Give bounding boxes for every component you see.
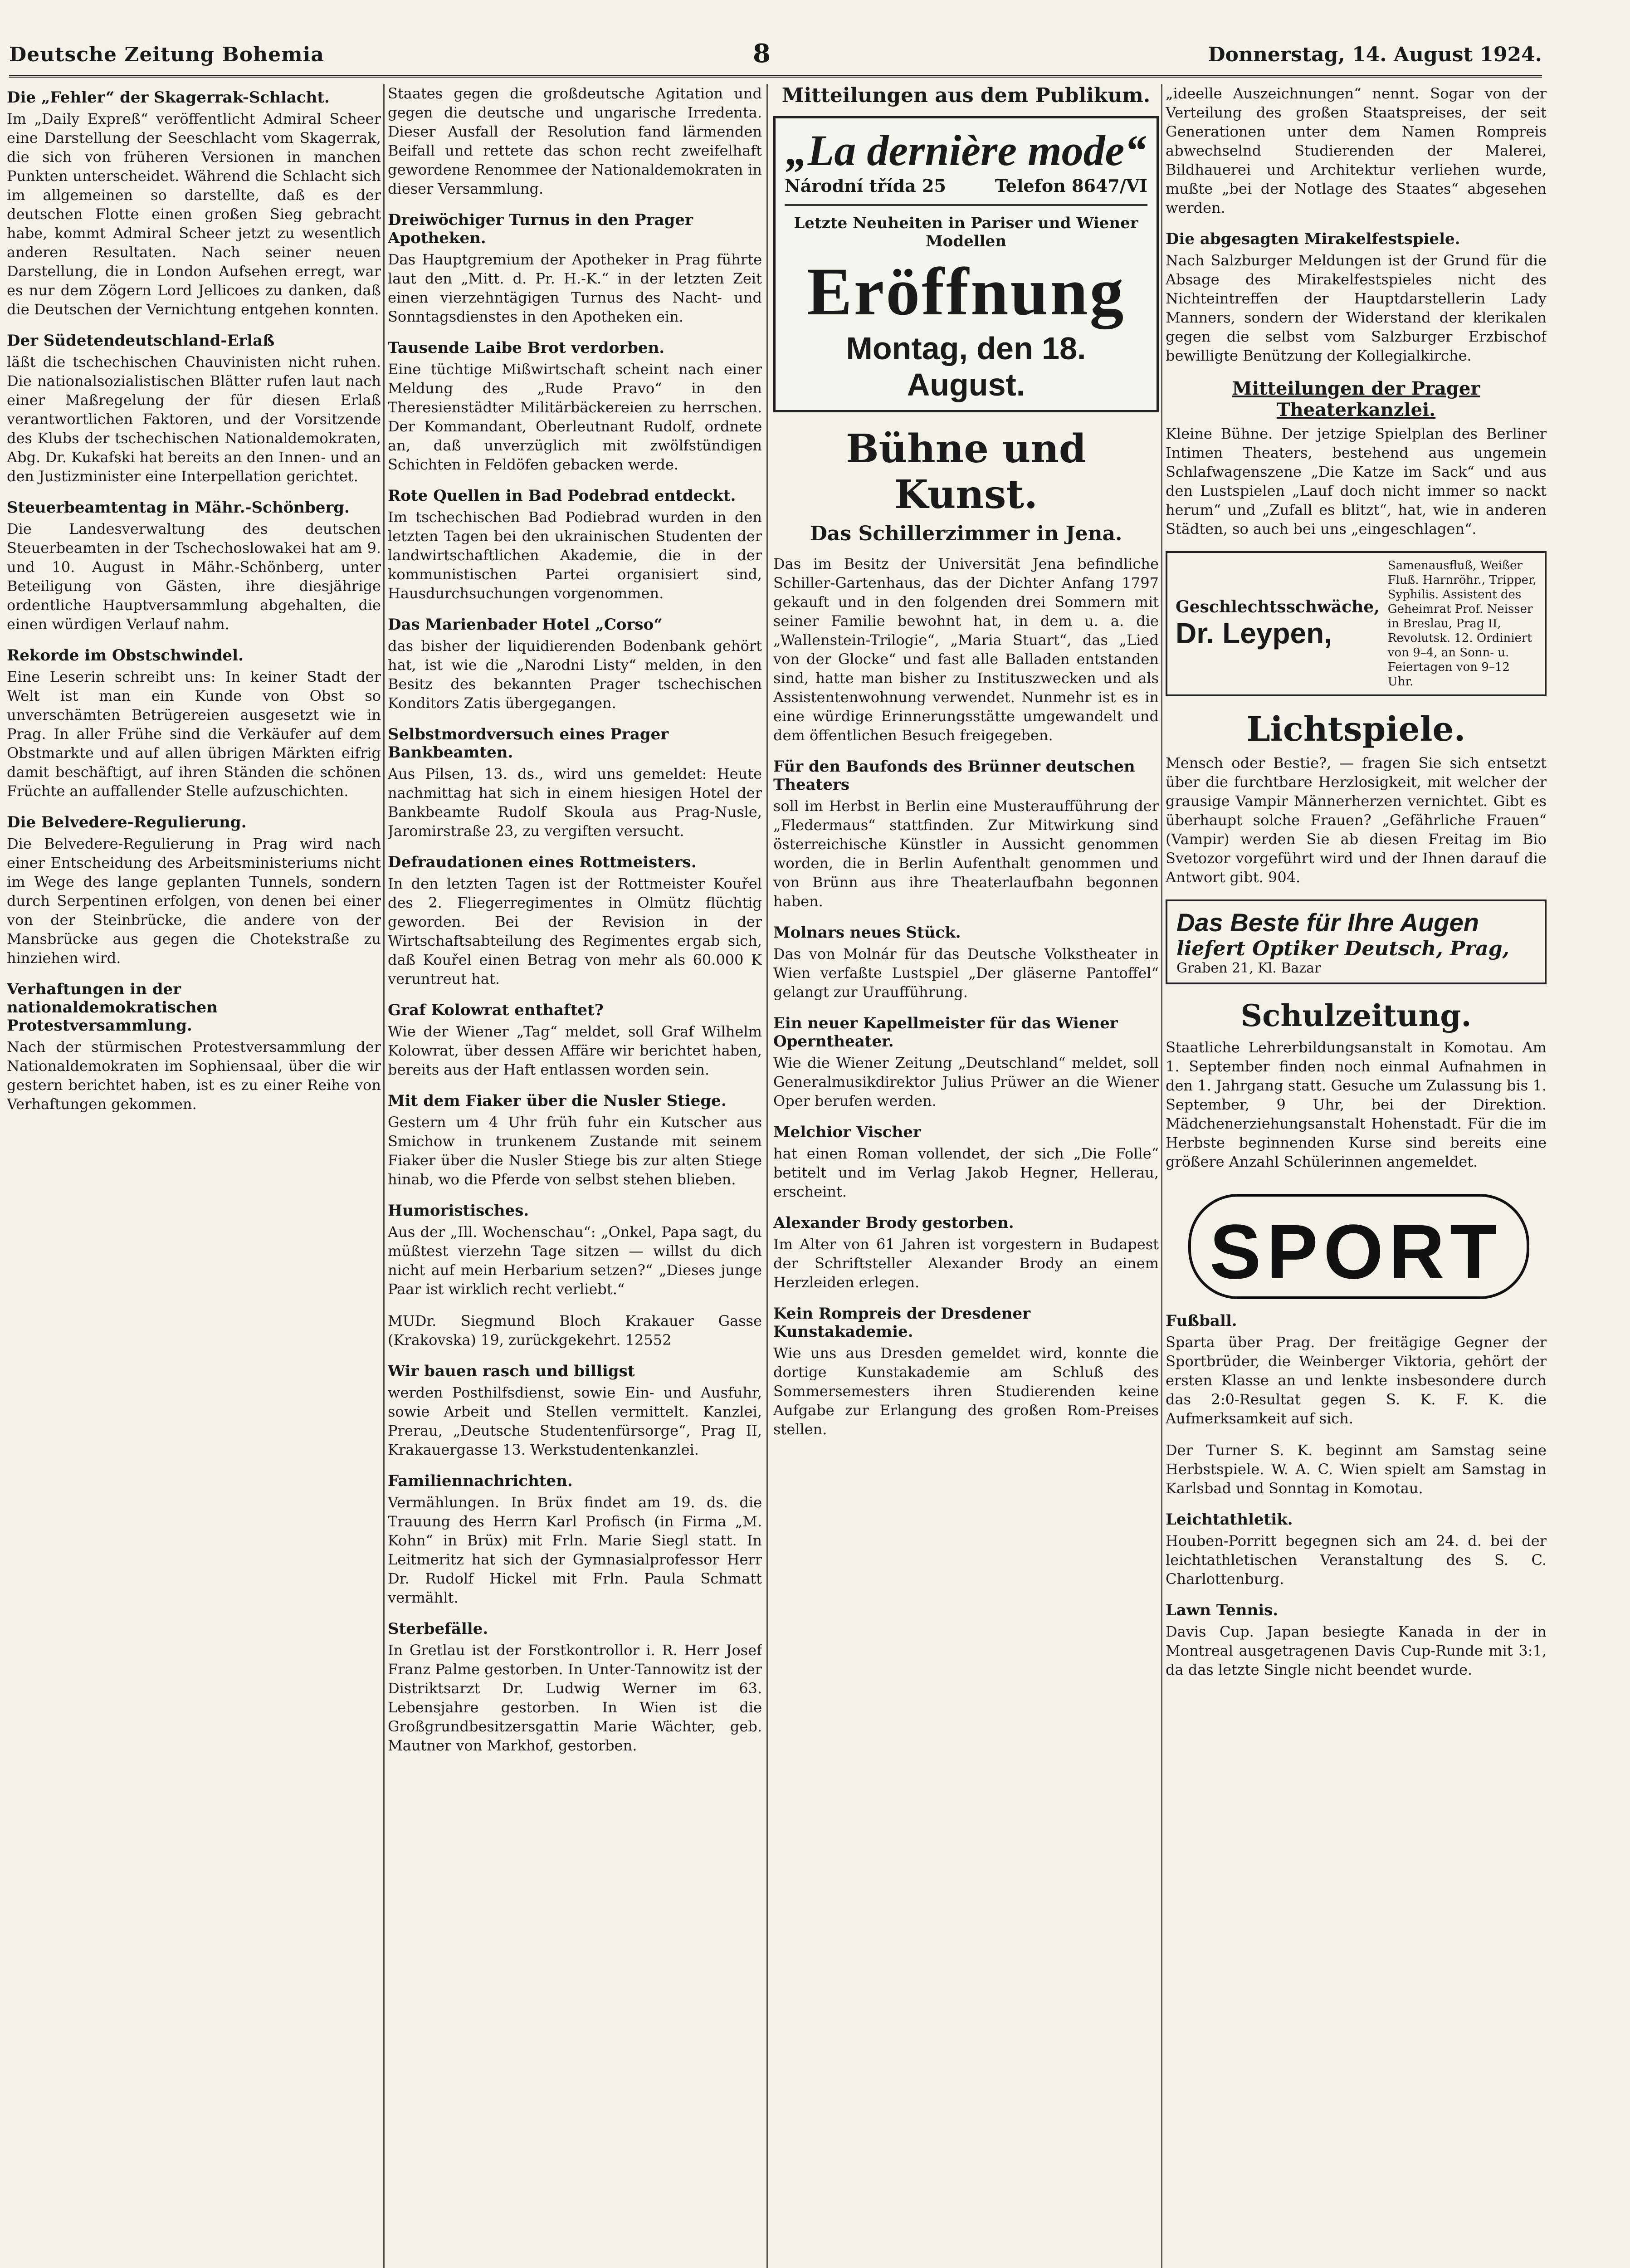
article	[7, 499, 381, 634]
ad-dr-leypen	[1166, 551, 1547, 696]
ad-optiker-deutsch	[1166, 899, 1547, 984]
article	[388, 1202, 762, 1299]
article-text: Aus der „Ill. Wochenschau“: „Onkel, Papa sagt, du müßtest vierzehn Tage sitzen — willst du dich nicht auf mein Herbarium setzen?“ „Dieses junge Paar ist wirklich recht verliebt.“	[388, 1223, 762, 1298]
article-title: Dreiwöchiger Turnus in den Prager Apotheken.	[388, 211, 693, 247]
article-text: Eine Leserin schreibt uns: In keiner Stadt der Welt ist man ein Kunde von Obst so unverschämten Betrügereien ausgesetzt wie in Prag. In aller Frühe sind die Verkäufer auf dem Obstmarkte und auf allen übrigen Märkten eifrig damit beschäftigt, auf ihren Ständen die schönen Früchte an auffallender Stelle aufzuschichten.	[7, 668, 381, 800]
article-title: Rekorde im Obstschwindel.	[7, 646, 244, 665]
article	[388, 1001, 762, 1079]
page-header	[9, 39, 1542, 78]
article-title: Verhaftungen in der nationaldemokratischen Protestversammlung.	[7, 980, 218, 1035]
subheading-schillerzimmer: Das Schillerzimmer in Jena.	[810, 522, 1122, 545]
article-title: Rote Quellen in Bad Podebrad entdeckt.	[388, 487, 736, 505]
article-title: Defraudationen eines Rottmeisters.	[388, 853, 697, 871]
article-title: Humoristisches.	[388, 1202, 529, 1220]
column-2	[388, 84, 762, 2268]
article-title: Kein Rompreis der Dresdener Kunstakademie.	[773, 1305, 1031, 1341]
article-text: das bisher der liquidierenden Bodenbank gehört hat, ist wie die „Narodni Listy“ melden, in den Besitz des bekannten Prager tschechischen Konditors Zatis übergegangen.	[388, 637, 762, 712]
article	[388, 1472, 762, 1607]
article-title: Selbstmordversuch eines Prager Bankbeamten.	[388, 725, 669, 762]
article-text: Im „Daily Expreß“ veröffentlicht Admiral Scheer eine Darstellung der Seeschlacht vom Skagerrak, die sich von früheren Versionen in manchen Punkten unterscheidet. Während die Schlacht sich im allgemeinen so darstellte, daß es der deutschen Flotte einen großen Sieg gebracht habe, kommt Admiral Scheer jetzt zu wesentlich anderen Resultaten. Nach seiner neuen Darstellung, die in London Aufsehen erregt, war es nur dem Zögern Lord Jellicoes zu danken, daß die Deutschen der Vernichtung entgehen konnten.	[7, 110, 381, 318]
article-text: Wie der Wiener „Tag“ meldet, soll Graf Wilhelm Kolowrat, über dessen Affäre wir berichtet haben, bereits aus der Haft entlassen worden sein.	[388, 1023, 762, 1078]
article-title: Melchior Vischer	[773, 1123, 921, 1141]
article	[1166, 753, 1547, 887]
article	[1166, 1312, 1547, 1428]
article-text: Nach Salzburger Meldungen ist der Grund für die Absage des Mirakelfestspieles nicht des Nichteintreffen der Hauptdarstellerin Lady Manners, sondern der Widerstand der klerikalen gegen die selbst vom Salzburger Erzbischof bewilligte Benützung der Kollegialkirche.	[1166, 252, 1547, 364]
article-text: Vermählungen. In Brüx findet am 19. ds. die Trauung des Herrn Karl Profisch (in Firma „M. Kohn“ in Brüx) mit Frln. Marie Siegl statt. In Leitmeritz hat sich der Gymnasialprofessor Herr Dr. Rudolf Hickel mit Frln. Paula Schmatt vermählt.	[388, 1494, 762, 1606]
article-text: Gestern um 4 Uhr früh fuhr ein Kutscher aus Smichow in trunkenem Zustande mit seinem Fiaker über die Nusler Stiege bis zur alten Stiege hinab, wo die Pferde von selbst stehen blieben.	[388, 1114, 762, 1188]
article-text: Aus Pilsen, 13. ds., wird uns gemeldet: Heute nachmittag hat sich in einem hiesigen Hotel der Bankbeamte Rudolf Skoula aus Prag-Nusle, Jaromirstraße 23, zu vergiften versucht.	[388, 765, 762, 840]
ad-opening: Eröffnung	[806, 254, 1126, 329]
article-text: Sparta über Prag. Der freitägige Gegner der Sportbrüder, die Weinberger Viktoria, gehört der ersten Klasse an und lenkte insbesondere durch das 2:0-Resultat gegen S. K. F. K. die Aufmerksamkeit auf sich.	[1166, 1334, 1547, 1427]
article-text: „ideelle Auszeichnungen“ nennt. Sogar von der Verteilung des großen Staatspreises, der seit Generationen unter dem Namen Rompreis abwechselnd Studierenden der Malerei, Bildhauerei und Architektur verliehen wurde, mußte „bei der Notlage des Staates“ abgesehen werden.	[1166, 85, 1547, 216]
article	[1166, 1601, 1547, 1679]
article-title: Die Belvedere-Regulierung.	[7, 813, 247, 831]
article	[1166, 424, 1547, 538]
article	[773, 1214, 1159, 1292]
article-text: Houben-Porritt begegnen sich am 24. d. bei der leichtathletischen Veranstaltung des S. C. Charlottenburg.	[1166, 1532, 1547, 1588]
article-title: Fußball.	[1166, 1312, 1237, 1330]
article	[388, 487, 762, 603]
article	[773, 1014, 1159, 1110]
article-title: Graf Kolowrat enthaftet?	[388, 1001, 604, 1019]
ad-optiker-headline: Das Beste für Ihre Augen	[1176, 908, 1479, 937]
section-title-lichtspiele: Lichtspiele.	[1246, 710, 1466, 749]
article	[388, 84, 762, 198]
article	[388, 616, 762, 713]
article	[1166, 1510, 1547, 1589]
article	[7, 332, 381, 486]
article-title: Ein neuer Kapellmeister für das Wiener Operntheater.	[773, 1014, 1118, 1051]
section-title-schulzeitung: Schulzeitung.	[1240, 998, 1472, 1033]
masthead: Deutsche Zeitung Bohemia	[9, 43, 324, 66]
article-title: Alexander Brody gestorben.	[773, 1214, 1014, 1232]
article-title: Wir bauen rasch und billigst	[388, 1362, 635, 1380]
article-text: Das von Molnár für das Deutsche Volkstheater in Wien verfaßte Lustspiel „Der gläserne Pantoffel“ gelangt zur Uraufführung.	[773, 945, 1159, 1001]
article-text: werden Posthilfsdienst, sowie Ein- und Ausfuhr, sowie Arbeit und Stellen vermittelt. Kanzlei, Prerau, „Deutsche Studentenfürsorge“, Prag II, Krakauergasse 13. Werkstudentenkanzlei.	[388, 1384, 762, 1458]
section-title-buehne: Bühne und Kunst.	[845, 426, 1087, 518]
article	[773, 1305, 1159, 1439]
article-title: Sterbefälle.	[388, 1620, 488, 1638]
article-text: Die Belvedere-Regulierung in Prag wird nach einer Entscheidung des Arbeitsministeriums nicht im Wege des lange geplanten Tunnels, sondern durch Serpentinen erfolgen, von denen bei einer von der Steinbrücke, die andere von der Mansbrücke aus gegen die Chotekstraße zu hinziehen wird.	[7, 835, 381, 967]
article-title: Lawn Tennis.	[1166, 1601, 1279, 1619]
article-title: Das Marienbader Hotel „Corso“	[388, 616, 663, 634]
article-title: Molnars neues Stück.	[773, 924, 961, 942]
article-text: Wie uns aus Dresden gemeldet wird, konnte die dortige Kunstakademie am Schluß des Sommersemesters ihren Studierenden keine Aufgabe zur Erlangung des großen Rom-Preises stellen.	[773, 1344, 1159, 1438]
article	[773, 758, 1159, 911]
article-text: MUDr. Siegmund Bloch Krakauer Gasse (Krakovska) 19, zurückgekehrt. 12552	[388, 1312, 762, 1349]
column-4	[1166, 84, 1547, 2268]
article-text: Der Turner S. K. beginnt am Samstag seine Herbstspiele. W. A. C. Wien spielt am Samstag in Karlsbad und Sonntag in Komotau.	[1166, 1442, 1547, 1497]
article	[388, 1362, 762, 1459]
ad-optiker-name: liefert Optiker Deutsch, Prag,	[1176, 937, 1509, 960]
article-text: läßt die tschechischen Chauvinisten nicht ruhen. Die nationalsozialistischen Blätter rufen laut nach einer Maßregelung der für diesen Erlaß verantwortlichen Faktoren, und der Vorsitzende des Klubs der tschechischen Nationaldemokraten, Abg. Dr. Kukafski hat bereits an den Innen- und an den Justizminister eine Interpellation gerichtet.	[7, 353, 381, 485]
article	[388, 725, 762, 841]
article-text: Mensch oder Bestie?, — fragen Sie sich entsetzt über die furchtbare Herzlosigkeit, mit welcher der grausige Vampir Männerherzen vernichtet. Gibt es überhaupt solche Frauen? „Gefährliche Frauen“ (Vampir) werden Sie ab diesen Freitag im Bio Svetozor vorgeführt wird und der Ihnen darauf die Antwort gibt. 904.	[1166, 754, 1547, 886]
article-text: In den letzten Tagen ist der Rottmeister Kouřel des 2. Fliegerregimentes in Olmütz flüchtig geworden. Bei der Revision in der Wirtschaftsabteilung des Regimentes ergab sich, daß Kouřel einen Betrag von mehr als 60.000 K veruntreut hat.	[388, 875, 762, 987]
article-title: Leichtathletik.	[1166, 1510, 1293, 1529]
section-title-theaterkanzlei: Mitteilungen der Prager Theaterkanzlei.	[1232, 378, 1480, 420]
article-text: Staates gegen die großdeutsche Agitation und gegen die deutsche und ungarische Irredenta. Dieser Ausfall der Resolution fand lärmenden Beifall und rettete das schon recht zweifelhaft gewordene Renommee der Nationaldemokraten in dieser Versammlung.	[388, 85, 762, 197]
ad-leypen-detail: Samenausfluß, Weißer Fluß. Harnröhr., Tripper, Syphilis. Assistent des Geheimrat Prof. Neisser in Breslau, Prag II, Revolutsk. 12. Ordiniert von 9–4, an Sonn- u. Feiertagen von 9–12 Uhr.	[1387, 559, 1537, 689]
column-3-articles	[773, 554, 1159, 1439]
article-title: Für den Baufonds des Brünner deutschen Theaters	[773, 758, 1135, 794]
issue-date: Donnerstag, 14. August 1924.	[1208, 43, 1542, 66]
article-text: Eine tüchtige Mißwirtschaft scheint nach einer Meldung des „Rude Pravo“ in den Theresienstädter Militärbäckereien zu herrschen. Der Kommandant, Oberleutnant Rudolf, ordnete an, daß unverzüglich mit zwölfstündigen Schichten in Feldöfen gebacken werde.	[388, 361, 762, 473]
ad-phone: Telefon 8647/VI	[995, 176, 1147, 196]
ad-divider	[785, 204, 1147, 206]
article-text: Das im Besitz der Universität Jena befindliche Schiller-Gartenhaus, das der Dichter Anfang 1797 gekauft und in den folgenden drei Sommern mit seiner Familie bewohnt hat, in dem u. a. die „Wallenstein-Trilogie“, „Maria Stuart“, das „Lied von der Glocke“ und fast alle Balladen entstanden sind, hatte man bisher zu Instituszwecken und als Assistentenwohnung verwendet. Nunmehr ist es in eine würdige Erinnerungsstätte umgewandelt und dem öffentlichen Besuch freigegeben.	[773, 555, 1159, 744]
article	[388, 853, 762, 988]
article-text: Wie die Wiener Zeitung „Deutschland“ meldet, soll Generalmusikdirektor Julius Prüwer an die Wiener Oper berufen werden.	[773, 1054, 1159, 1110]
sport-banner-text: SPORT	[1210, 1209, 1503, 1295]
article	[7, 88, 381, 319]
article	[1166, 1441, 1547, 1498]
column-rule	[383, 84, 385, 2268]
ad-address: Národní třída 25	[785, 176, 946, 196]
article	[1166, 84, 1547, 217]
column-rule	[1161, 84, 1162, 2268]
ad-title: „La dernière mode“	[786, 126, 1147, 175]
ad-leypen-left: Geschlechtsschwäche,	[1176, 597, 1380, 616]
article	[7, 980, 381, 1114]
ad-slogan: Letzte Neuheiten in Pariser und Wiener Modellen	[794, 214, 1138, 250]
ad-optiker-address: Graben 21, Kl. Bazar	[1176, 960, 1321, 976]
article-text: hat einen Roman vollendet, der sich „Die Folle“ betitelt und im Verlag Jakob Hegner, Hellerau, erscheint.	[773, 1145, 1159, 1200]
article-text: Die Landesverwaltung des deutschen Steuerbeamten in der Tschechoslowakei hat am 9. und 10. August in Mähr.-Schönberg, unter Beteiligung von Gästen, ihre diesjährige ordentliche Hauptversammlung abgehalten, die einen würdigen Verlauf nahm.	[7, 520, 381, 633]
article	[388, 1092, 762, 1189]
article	[1166, 230, 1547, 365]
article	[773, 554, 1159, 745]
article	[388, 1620, 762, 1755]
article-text: Kleine Bühne. Der jetzige Spielplan des Berliner Intimen Theaters, bestehend aus ungemein Schlafwagenszene „Die Katze im Sack“ und aus den Lustspielen „Lauf doch nicht immer so nackt herum“ und „Zufall es blitzt“, hat, wie in anderen Städten, so auch bei uns „eingeschlagen“.	[1166, 425, 1547, 538]
ad-leypen-text	[1176, 597, 1380, 650]
article-title: Tausende Laibe Brot verdorben.	[388, 339, 665, 357]
sport-banner-illustration	[1170, 1189, 1542, 1298]
article-text: Davis Cup. Japan besiegte Kanada in der in Montreal ausgetragenen Davis Cup-Runde mit 3:1, da das letzte Single nicht beendet wurde.	[1166, 1623, 1547, 1678]
column-1	[7, 84, 381, 2268]
page-number: 8	[753, 39, 771, 68]
article-text: In Gretlau ist der Forstkontrollor i. R. Herr Josef Franz Palme gestorben. In Unter-Tannowitz ist der Distriktsarzt Dr. Ludwig Werner im 63. Lebensjahre gestorben. In Wien ist die Großgrundbesitzersgattin Marie Wächter, geb. Mautner von Markhof, gestorben.	[388, 1642, 762, 1754]
article	[388, 211, 762, 326]
article-title: Die „Fehler“ der Skagerrak-Schlacht.	[7, 88, 330, 107]
section-title-publikum: Mitteilungen aus dem Publikum.	[781, 84, 1151, 107]
article-text: Staatliche Lehrerbildungsanstalt in Komotau. Am 1. September finden noch einmal Aufnahmen in den 1. Jahrgang statt. Gesuche um Zulassung bis 1. September, 9 Uhr, bei der Direktion. Mädchenerziehungsanstalt Hohenstadt. Für die im Herbste beginnenden Kurse sind bereits eine größere Anzahl Schülerinnen angemeldet.	[1166, 1039, 1547, 1170]
article-title: Der Südetendeutschland-Erlaß	[7, 332, 275, 350]
article	[388, 1311, 762, 1349]
ad-date: Montag, den 18. August.	[846, 331, 1086, 402]
article	[773, 1123, 1159, 1201]
ad-leypen-name: Dr. Leypen,	[1176, 617, 1332, 650]
article	[773, 924, 1159, 1002]
article	[1166, 1038, 1547, 1171]
column-4-top-articles	[1166, 84, 1547, 365]
article	[388, 339, 762, 474]
article	[7, 813, 381, 968]
article-text: Im tschechischen Bad Podiebrad wurden in den letzten Tagen bei den ukrainischen Studenten der landwirtschaftlichen Akademie, die in der kommunistischen Partei organisiert sind, Hausdurchsuchungen vorgenommen.	[388, 508, 762, 602]
article-title: Steuerbeamtentag in Mähr.-Schönberg.	[7, 499, 350, 517]
ad-la-derniere-mode	[773, 116, 1159, 412]
article-title: Familiennachrichten.	[388, 1472, 573, 1490]
column-rule	[766, 84, 768, 2268]
article	[7, 646, 381, 801]
article-text: Nach der stürmischen Protestversammlung der Nationaldemokraten im Sophiensaal, über die wir gestern berichtet haben, ist es zu einer Reihe von Verhaftungen gekommen.	[7, 1038, 381, 1113]
article-text: Im Alter von 61 Jahren ist vorgestern in Budapest der Schriftsteller Alexander Brody an einem Herzleiden erlegen.	[773, 1236, 1159, 1291]
article-text: Das Hauptgremium der Apotheker in Prag führte laut den „Mitt. d. Pr. H.-K.“ in der letzten Zeit einen vierzehntägigen Turnus des Nacht- und Sonntagsdienstes in den Apotheken ein.	[388, 251, 762, 325]
article-text: soll im Herbst in Berlin eine Musteraufführung der „Fledermaus“ stattfinden. Zur Mitwirkung sind österreichische Künstler in Aussicht genommen worden, die in Berlin Aufenthalt genommen und von Brünn aus ihre Theaterlaufbahn begonnen haben.	[773, 797, 1159, 910]
column-3	[773, 84, 1159, 2268]
article-title: Mit dem Fiaker über die Nusler Stiege.	[388, 1092, 727, 1110]
column-4-sport-articles	[1166, 1312, 1547, 1679]
ad-address-row	[785, 176, 1147, 196]
article-title: Die abgesagten Mirakelfestspiele.	[1166, 230, 1460, 248]
